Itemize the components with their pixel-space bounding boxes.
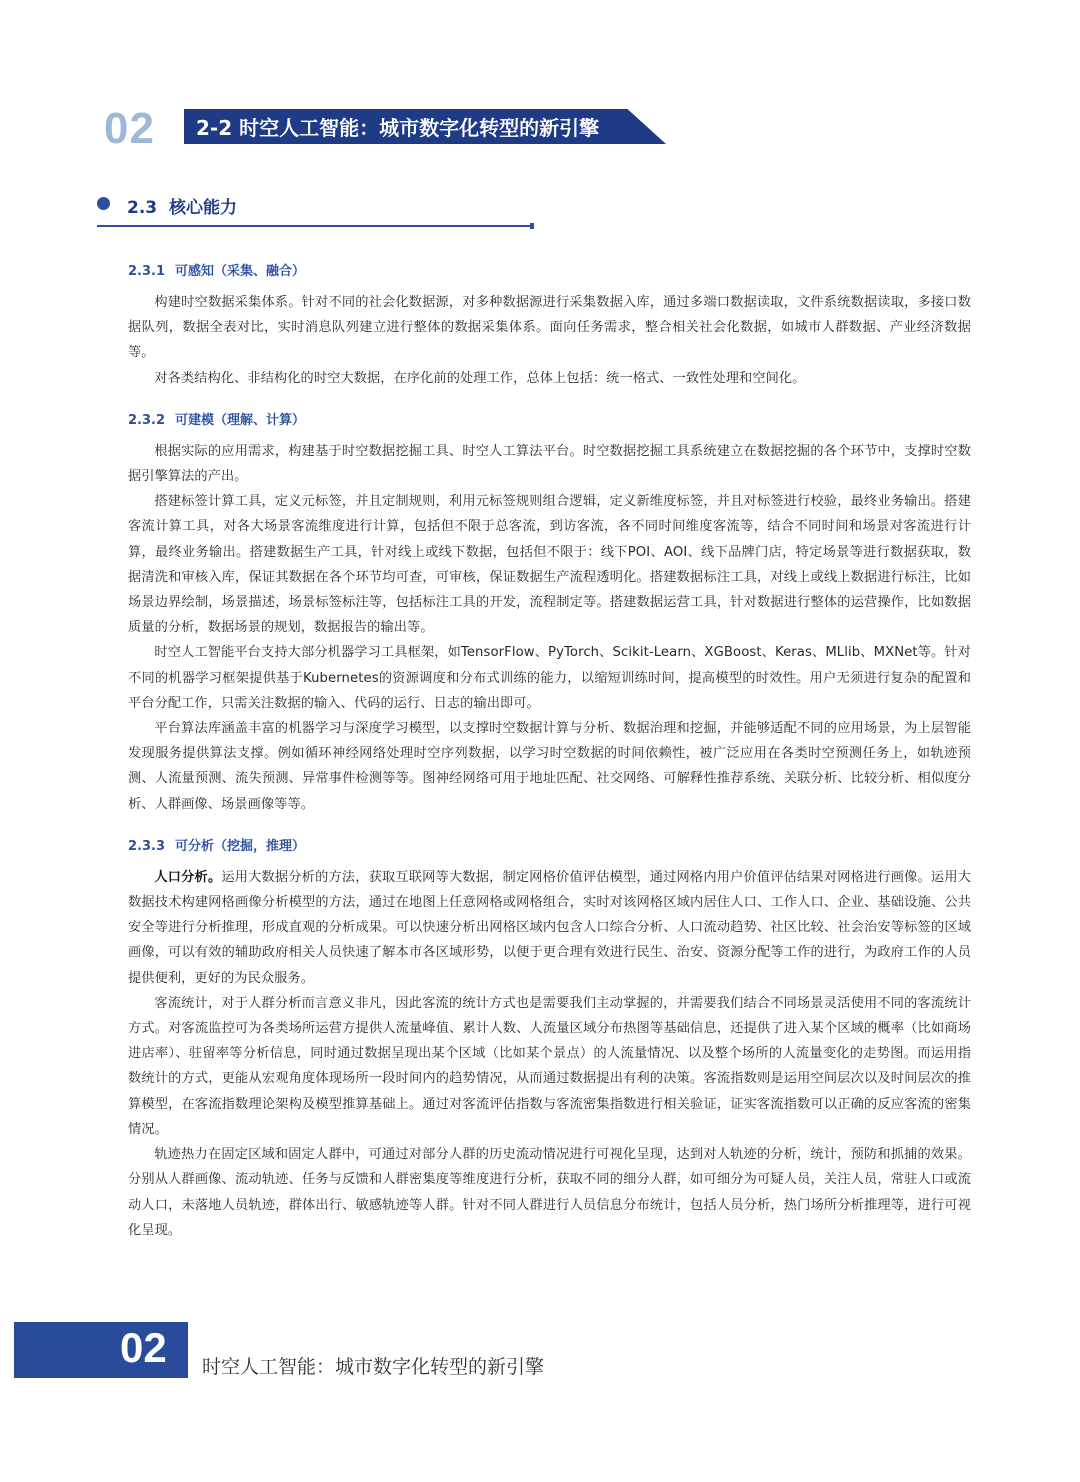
paragraph: 客流统计，对于人群分析而言意义非凡，因此客流的统计方式也是需要我们主动掌握的，并需要我们结合不同场景灵活使用不同的客流统计方式。对客流监控可为各类场所运营方提供人流量峰值、累计人数、人流量区域分布热图等基础信息，还提供了进入某个区域的概率（比如商场进店率）、驻留率等分析信息，同时通过数据呈现出某个区域（比如某个景点）的人流量情况、以及整个场所的人流量变化的走势图。而运用指数统计的方式，更能从宏观角度体现场所一段时间内的趋势情况，从而通过数据提出有利的决策。客流指数则是运用空间层次以及时间层次的推算模型，在客流指数理论架构及模型推算基础上。通过对客流评估指数与客流密集指数进行相关验证，证实客流指数可以正确的反应客流的密集情况。	[128, 995, 971, 1137]
paragraph: 对各类结构化、非结构化的时空大数据，在序化前的处理工作，总体上包括：统一格式、一致性处理和空间化。	[154, 370, 806, 386]
lead-term: 人口分析。	[154, 869, 222, 885]
subsection-title: 可建模（理解、计算）	[175, 412, 306, 428]
subsection-2-3-3	[128, 837, 971, 1243]
section-divider-tick	[530, 223, 534, 229]
paragraph: 根据实际的应用需求，构建基于时空数据挖掘工具、时空人工算法平台。时空数据挖掘工具系统建立在数据挖掘的各个环节中，支撑时空数据引擎算法的产出。	[128, 443, 971, 485]
subsection-heading	[128, 837, 971, 857]
paragraph: 搭建标签计算工具，定义元标签，并且定制规则，利用元标签规则组合逻辑，定义新维度标签，并且对标签进行校验，最终业务输出。搭建客流计算工具，对各大场景客流维度进行计算，包括但不限于总客流，到访客流，各不同时间维度客流等，结合不同时间和场景对客流进行计算，最终业务输出。搭建数据生产工具，针对线上或线下数据，包括但不限于：线下POI、AOI、线下品牌门店，特定场景等进行数据获取，数据清洗和审核入库，保证其数据在各个环节均可查，可审核，保证数据生产流程透明化。搭建数据标注工具，对线上或线上数据进行标注，比如场景边界绘制，场景描述，场景标签标注等，包括标注工具的开发，流程制定等。搭建数据运营工具，针对数据进行整体的运营操作，比如数据质量的分析，数据场景的规划，数据报告的输出等。	[128, 494, 971, 636]
footer-title: 时空人工智能：城市数字化转型的新引擎	[202, 1356, 545, 1378]
main-content	[128, 262, 971, 1263]
chapter-number: 02	[104, 104, 155, 153]
subsection-2-3-2	[128, 411, 971, 817]
paragraph: 轨迹热力在固定区域和固定人群中，可通过对部分人群的历史流动情况进行可视化呈现，达到对人轨迹的分析，统计，预防和抓捕的效果。分别从人群画像、流动轨迹、任务与反馈和人群密集度等维度进行分析，获取不同的细分人群，如可细分为可疑人员，关注人员，常驻人口或流动人口，未落地人员轨迹，群体出行、敏感轨迹等人群。针对不同人群进行人员信息分布统计，包括人员分析，热门场所分析推理等，进行可视化呈现。	[128, 1147, 971, 1238]
paragraph: 时空人工智能平台支持大部分机器学习工具框架，如TensorFlow、PyTorch、Scikit-Learn、XGBoost、Keras、MLlib、MXNet等。针对不同的机器学习框架提供基于Kubernetes的资源调度和分布式训练的能力，以缩短训练时间，提高模型的时效性。用户无须进行复杂的配置和平台分配工作，只需关注数据的输入、代码的运行、日志的输出即可。	[128, 645, 971, 711]
subsection-number: 2.3.3	[128, 838, 166, 854]
chapter-title: 2-2 时空人工智能：城市数字化转型的新引擎	[196, 116, 600, 140]
subsection-title: 可分析（挖掘，推理）	[175, 838, 306, 854]
subsection-title: 可感知（采集、融合）	[175, 264, 306, 279]
section-heading	[127, 193, 237, 218]
section-title: 核心能力	[168, 198, 237, 218]
paragraph	[128, 865, 971, 991]
subsection-number: 2.3.1	[128, 264, 166, 279]
section-divider	[97, 225, 533, 227]
subsection-2-3-1	[128, 262, 971, 391]
section-number: 2.3	[127, 198, 158, 218]
subsection-number: 2.3.2	[128, 412, 166, 428]
paragraph: 构建时空数据采集体系。针对不同的社会化数据源，对多种数据源进行采集数据入库，通过多端口数据读取，文件系统数据读取，多接口数据队列，数据全表对比，实时消息队列建立进行整体的数据采集体系。面向任务需求，整合相关社会化数据，如城市人群数据、产业经济数据等。	[128, 295, 971, 361]
section-bullet-icon	[97, 197, 110, 210]
paragraph: 平台算法库涵盖丰富的机器学习与深度学习模型，以支撑时空数据计算与分析、数据治理和挖掘，并能够适配不同的应用场景，为上层智能发现服务提供算法支撑。例如循环神经网络处理时空序列数据，以学习时空数据的时间依赖性，被广泛应用在各类时空预测任务上，如轨迹预测、人流量预测、流失预测、异常事件检测等等。图神经网络可用于地址匹配、社交网络、可解释性推荐系统、关联分析、比较分析、相似度分析、人群画像、场景画像等等。	[128, 721, 971, 812]
paragraph-text: 运用大数据分析的方法，获取互联网等大数据，制定网格价值评估模型，通过网格内用户价值评估结果对网格进行画像。运用大数据技术构建网格画像分析模型的方法，通过在地图上任意网格或网格组合，实时对该网格区域内居住人口、工作人口、企业、基础设施、公共安全等进行分析推理，形成直观的分析成果。可以快速分析出网格区域内包含人口综合分析、人口流动趋势、社区比较、社会治安等标签的区域画像，可以有效的辅助政府相关人员快速了解本市各区域形势，以便于更合理有效进行民生、治安、资源分配等工作的进行，为政府工作的人员提供便利，更好的为民众服务。	[128, 869, 971, 986]
subsection-heading	[128, 262, 971, 282]
footer-chapter-number: 02	[120, 1324, 167, 1371]
subsection-heading	[128, 411, 971, 431]
